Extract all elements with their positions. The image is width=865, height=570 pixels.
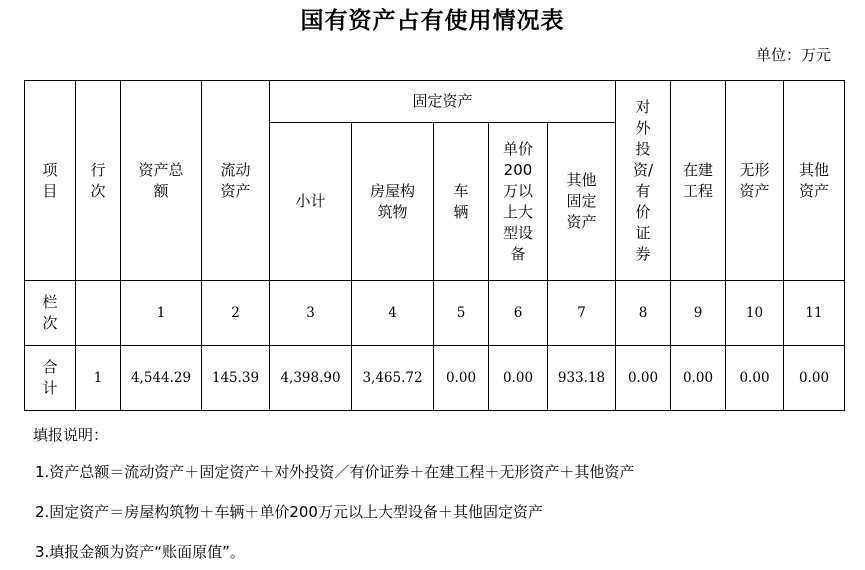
- column-number-cell: 4: [352, 281, 434, 346]
- total-row-label: 合 计: [25, 346, 76, 411]
- total-cell: 4,544.29: [121, 346, 202, 411]
- total-cell: 3,465.72: [352, 346, 434, 411]
- total-cell: 1: [76, 346, 121, 411]
- total-cell: 0.00: [616, 346, 671, 411]
- notes-heading: 填报说明：: [33, 426, 109, 444]
- asset-table: [24, 80, 845, 411]
- column-number-cell: 11: [784, 281, 845, 346]
- header-large-equipment: 单价 200 万以 上大 型设 备: [489, 123, 548, 281]
- header-row-1: [25, 81, 845, 123]
- column-number-cell: 5: [434, 281, 489, 346]
- header-other-fixed: 其他 固定 资产: [548, 123, 616, 281]
- note-item: 3.填报金额为资产“账面原值”。: [35, 543, 245, 561]
- header-current-assets: 流动 资产: [202, 81, 270, 281]
- total-cell: 0.00: [489, 346, 548, 411]
- column-number-cell: 2: [202, 281, 270, 346]
- header-other-assets: 其他 资产: [784, 81, 845, 281]
- total-cell: 4,398.90: [270, 346, 352, 411]
- header-subtotal: 小计: [270, 123, 352, 281]
- header-construction: 在建 工程: [671, 81, 726, 281]
- column-number-cell: 1: [121, 281, 202, 346]
- header-fixed-assets: 固定资产: [270, 81, 616, 123]
- column-number-cell: 7: [548, 281, 616, 346]
- header-buildings: 房屋构 筑物: [352, 123, 434, 281]
- column-number-cell: 9: [671, 281, 726, 346]
- total-cell: 0.00: [784, 346, 845, 411]
- column-number-cell: 8: [616, 281, 671, 346]
- column-number-cell: 3: [270, 281, 352, 346]
- header-row-no: 行 次: [76, 81, 121, 281]
- total-cell: 0.00: [434, 346, 489, 411]
- total-row: [25, 346, 845, 411]
- column-number-cell: 6: [489, 281, 548, 346]
- header-vehicles: 车 辆: [434, 123, 489, 281]
- column-number-row: [25, 281, 845, 346]
- note-item: 1.资产总额＝流动资产＋固定资产＋对外投资／有价证券＋在建工程＋无形资产＋其他资产: [35, 463, 635, 481]
- total-cell: 933.18: [548, 346, 616, 411]
- unit-label: 单位：万元: [755, 46, 831, 64]
- note-item: 2.固定资产＝房屋构筑物＋车辆＋单价200万元以上大型设备＋其他固定资产: [35, 503, 543, 521]
- header-intangible: 无形 资产: [726, 81, 784, 281]
- total-cell: 0.00: [671, 346, 726, 411]
- column-number-cell: [76, 281, 121, 346]
- total-cell: 0.00: [726, 346, 784, 411]
- header-investment: 对 外 投 资/ 有 价 证 券: [616, 81, 671, 281]
- column-row-label: 栏 次: [25, 281, 76, 346]
- total-cell: 145.39: [202, 346, 270, 411]
- report-title: 国有资产占有使用情况表: [300, 7, 565, 34]
- header-total-assets: 资产总 额: [121, 81, 202, 281]
- column-number-cell: 10: [726, 281, 784, 346]
- header-item: 项 目: [25, 81, 76, 281]
